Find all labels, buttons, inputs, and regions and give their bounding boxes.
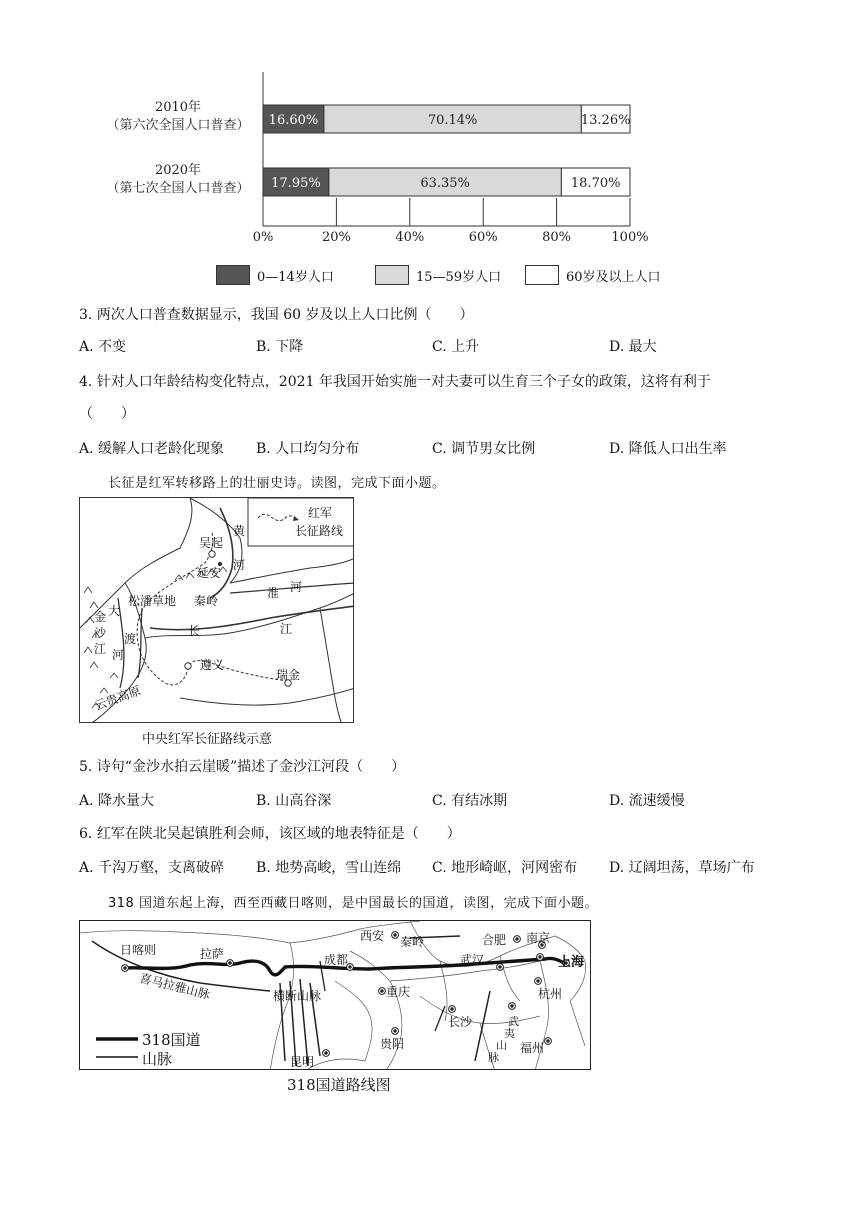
question-3-option-a[interactable]: A. 不变 — [79, 339, 127, 355]
map2-label-chongqing: 重庆 — [386, 985, 411, 999]
map1-label-jinsha-2: 沙 — [94, 626, 107, 640]
map1-label-jinsha-1: 金 — [94, 610, 107, 624]
map2-label-lasa: 拉萨 — [200, 947, 225, 961]
question-5-stem: 5. 诗句“金沙水拍云崖暖”描述了金沙江河段（ ） — [79, 759, 406, 775]
map1-label-huang: 黄 — [233, 524, 246, 538]
map1-label-yungui: 云贵高原 — [92, 683, 143, 714]
question-4-option-b[interactable]: B. 人口均匀分布 — [256, 441, 360, 457]
road-318-intro: 318 国道东起上海，西至西藏日喀则，是中国最长的国道，读图，完成下面小题。 — [108, 896, 598, 911]
bar-label-0-1: 70.14% — [427, 113, 478, 128]
category-label-1-0: 2020年 — [154, 163, 202, 178]
map2-label-shanghai: 上海 — [558, 955, 585, 970]
question-4-option-a[interactable]: A. 缓解人口老龄化现象 — [79, 441, 225, 457]
question-6-option-d[interactable]: D. 辽阔坦荡，草场广布 — [609, 860, 755, 876]
map2-label-kunming: 昆明 — [290, 1055, 315, 1069]
map2-label-hefei: 合肥 — [482, 933, 507, 947]
question-3-option-d[interactable]: D. 最大 — [609, 339, 657, 355]
map1-label-wuqi: 吴起 — [199, 536, 224, 550]
map2-label-changsha: 长沙 — [448, 1015, 473, 1029]
question-3-stem: 3. 两次人口普查数据显示，我国 60 岁及以上人口比例（ ） — [79, 307, 474, 323]
map1-label-he2: 河 — [290, 580, 303, 594]
map1-legend-line1: 红军 — [308, 506, 333, 520]
map2-label-guiyang: 贵阳 — [380, 1037, 405, 1051]
map2-label-wuyi-4: 脉 — [488, 1051, 499, 1064]
map1-label-dadu-2: 渡 — [124, 632, 137, 646]
long-march-intro: 长征是红军转移路上的壮丽史诗。读图，完成下面小题。 — [108, 476, 446, 491]
map1-label-qinling: 秦岭 — [194, 594, 219, 608]
x-tick-label-5: 100% — [611, 230, 649, 245]
map2-label-hengduan: 横断山脉 — [273, 989, 322, 1003]
legend-swatch-15-59 — [375, 265, 409, 285]
chart-svg — [0, 0, 867, 300]
question-4-option-c[interactable]: C. 调节男女比例 — [432, 441, 536, 457]
x-tick-label-4: 80% — [542, 230, 572, 245]
question-3-option-b[interactable]: B. 下降 — [256, 339, 304, 355]
map1-label-chang: 长 — [188, 624, 201, 638]
x-tick-label-1: 20% — [321, 230, 351, 245]
map2-legend-road: 318国道 — [142, 1031, 201, 1049]
map2-label-wuyi-2: 夷 — [504, 1027, 515, 1040]
question-5-option-c[interactable]: C. 有结冰期 — [432, 793, 508, 809]
map1-label-songpan: 松潘草地 — [128, 594, 177, 608]
question-4-option-d[interactable]: D. 降低人口出生率 — [609, 441, 727, 457]
map2-label-fuzhou: 福州 — [520, 1041, 545, 1055]
bar-label-1-1: 63.35% — [420, 176, 470, 191]
bar-label-1-0: 17.95% — [271, 176, 321, 191]
map2-label-wuyi-1: 武 — [508, 1015, 519, 1028]
x-tick-label-0: 0% — [252, 230, 274, 245]
map2-label-ximalaya: 喜马拉雅山脉 — [138, 970, 212, 1002]
x-tick-label-2: 40% — [395, 230, 425, 245]
legend-swatch-0-14 — [216, 265, 250, 285]
question-4-stem-cont: （ ） — [79, 406, 135, 422]
question-3-option-c[interactable]: C. 上升 — [432, 339, 480, 355]
question-6-option-b[interactable]: B. 地势高峻，雪山连绵 — [256, 860, 402, 876]
map1-caption: 中央红军长征路线示意 — [142, 732, 273, 747]
question-6-option-c[interactable]: C. 地形崎岖，河网密布 — [432, 860, 578, 876]
legend-label-15-59: 15—59岁人口 — [416, 270, 502, 285]
map1-label-yanan: 延安 — [197, 566, 222, 580]
legend-label-60plus: 60岁及以上人口 — [566, 270, 661, 285]
category-label-0-1: （第六次全国人口普查） — [106, 118, 250, 133]
map2-label-qinling: 秦岭 — [400, 935, 425, 949]
map2-label-nanjing: 南京 — [526, 931, 551, 945]
map2-label-wuhan: 武汉 — [460, 953, 485, 967]
map2-label-hangzhou: 杭州 — [538, 987, 563, 1001]
map2-label-wuyi-3: 山 — [496, 1039, 507, 1052]
category-label-0-0: 2010年 — [154, 100, 202, 115]
map2-caption: 318国道路线图 — [287, 1076, 391, 1094]
x-tick-label-3: 60% — [468, 230, 498, 245]
question-6-option-a[interactable]: A. 千沟万壑，支离破碎 — [79, 860, 225, 876]
bar-label-1-2: 18.70% — [570, 176, 621, 191]
map1-label-dadu-3: 河 — [112, 648, 125, 662]
question-5-option-d[interactable]: D. 流速缓慢 — [609, 793, 685, 809]
map1-label-jinsha-3: 江 — [94, 642, 107, 656]
question-4-stem: 4. 针对人口年龄结构变化特点，2021 年我国开始实施一对夫妻可以生育三个子女的政策，这将有利于 — [79, 374, 711, 390]
map1-label-huai: 淮 — [267, 586, 280, 600]
question-5-option-b[interactable]: B. 山高谷深 — [256, 793, 332, 809]
map1-label-ruijin: 瑞金 — [276, 668, 301, 682]
legend-swatch-60plus — [525, 265, 559, 285]
map2-label-xian: 西安 — [360, 929, 385, 943]
map1-label-jiang: 江 — [280, 622, 293, 636]
long-march-map — [79, 497, 354, 723]
map1-legend-line2: 长征路线 — [295, 524, 344, 538]
category-label-1-1: （第七次全国人口普查） — [106, 181, 250, 196]
road-318-map — [79, 920, 591, 1070]
bar-label-0-0: 16.60% — [268, 113, 319, 128]
question-5-option-a[interactable]: A. 降水量大 — [79, 793, 155, 809]
map1-label-dadu-1: 大 — [108, 604, 121, 618]
map2-legend-mountain: 山脉 — [142, 1050, 173, 1068]
map2-label-chengdu: 成都 — [324, 953, 349, 967]
map1-label-zunyi: 遵义 — [200, 658, 225, 672]
legend-label-0-14: 0—14岁人口 — [257, 270, 334, 285]
map1-label-he1: 河 — [233, 558, 246, 572]
population-chart — [0, 0, 867, 300]
question-6-stem: 6. 红军在陕北吴起镇胜利会师，该区域的地表特征是（ ） — [79, 826, 461, 842]
map2-label-rikaze: 日喀则 — [120, 943, 157, 957]
bar-label-0-2: 13.26% — [580, 113, 631, 128]
